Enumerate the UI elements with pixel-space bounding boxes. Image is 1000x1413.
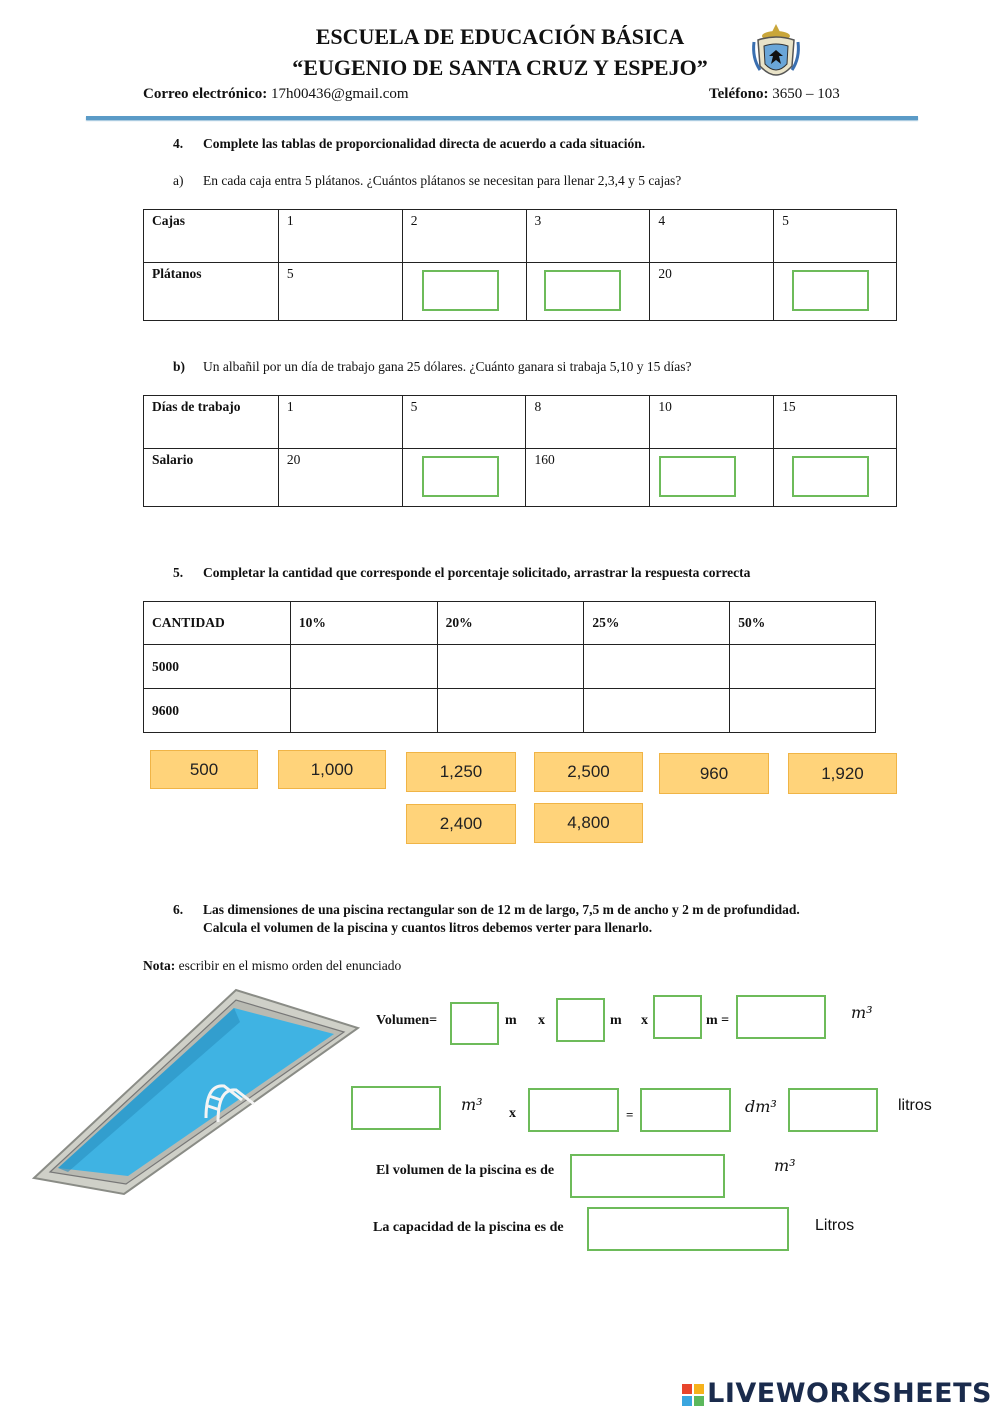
conversion-factor-input[interactable] [528,1088,619,1132]
table-cell: 20 [278,449,402,507]
logo-text: LIVEWORKSHEETS [707,1378,992,1409]
drop-cell[interactable] [437,645,584,689]
question-4a [173,173,681,189]
table-header: 10% [290,602,437,645]
litros-input[interactable] [788,1088,878,1132]
table-4b-row2-label: Salario [144,449,279,507]
header-divider [86,116,918,120]
table-cell: 5 [278,263,402,321]
table-4a-row2-label: Plátanos [144,263,279,321]
table-cell: 8 [526,396,650,449]
table-percent [143,601,876,733]
drop-cell[interactable] [290,645,437,689]
drag-chip[interactable]: 1,250 [406,752,516,792]
drag-chip[interactable]: 500 [150,750,258,789]
answer-box-platanos-2[interactable] [422,270,499,311]
unit-m: m [505,1013,517,1028]
volume-sentence: El volumen de la piscina es de [376,1163,555,1178]
final-volume-input[interactable] [570,1154,725,1198]
question-5-number: 5. [173,565,184,580]
question-4-number: 4. [173,136,184,151]
table-header: 25% [584,602,730,645]
answer-box-platanos-5[interactable] [792,270,869,311]
phone-line [709,86,840,103]
table-cell: 1 [278,396,402,449]
table-cell: 160 [526,449,650,507]
table-row-label: 5000 [144,645,291,689]
table-cell: 1 [278,210,402,263]
conversion-m3-input[interactable] [351,1086,441,1130]
table-4b-row1-label: Días de trabajo [144,396,279,449]
email-line [143,86,409,103]
unit-litros: litros [898,1097,932,1114]
school-name: ESCUELA DE EDUCACIÓN BÁSICA [315,24,685,49]
unit-m3: m³ [851,1003,873,1022]
unit-dm3: dm³ [745,1097,777,1116]
answer-box-salario-15[interactable] [792,456,869,497]
drag-chip[interactable]: 1,920 [788,753,897,794]
equals-sign: = [626,1107,634,1122]
question-4a-text: En cada caja entra 5 plátanos. ¿Cuántos plátanos se necesitan para llenar 2,3,4 y 5 cajas? [203,173,682,188]
conversion-dm3-input[interactable] [640,1088,731,1132]
capacity-sentence: La capacidad de la piscina es de [373,1220,564,1235]
email-label: Correo electrónico: [143,86,268,102]
drop-cell[interactable] [437,689,584,733]
table-row-label: 9600 [144,689,291,733]
table-4a [143,209,897,321]
liveworksheets-logo [681,1378,992,1409]
table-cell: 2 [402,210,526,263]
table-cell: 20 [650,263,774,321]
pool-illustration [28,988,360,1200]
note-text: escribir en el mismo orden del enunciado [178,958,402,973]
table-cell: 15 [774,396,897,449]
drop-cell[interactable] [584,689,730,733]
profundidad-input[interactable] [653,995,702,1039]
question-6-line1: Las dimensiones de una piscina rectangular son de 12 m de largo, 7,5 m de ancho y 2 m de profundidad. [203,902,800,917]
school-subname: “EUGENIO DE SANTA CRUZ Y ESPEJO” [292,55,708,80]
drag-chip[interactable]: 2,500 [534,752,643,792]
phone-label: Teléfono: [709,86,769,102]
table-header: 50% [730,602,876,645]
question-4b-letter: b) [173,359,186,374]
drop-cell[interactable] [584,645,730,689]
drop-cell[interactable] [730,689,876,733]
table-cell: 3 [526,210,650,263]
logo-squares-icon [681,1383,707,1407]
unit-m: m [610,1013,622,1028]
ancho-input[interactable] [556,998,605,1042]
drag-chip[interactable]: 4,800 [534,803,643,843]
unit-m3: m³ [774,1156,796,1175]
table-4b [143,395,897,507]
question-6-number: 6. [173,902,184,917]
school-crest-icon [750,22,802,88]
note-label: Nota: [143,958,176,973]
times-sign: x [538,1013,545,1028]
question-5-text: Completar la cantidad que corresponde el porcentaje solicitado, arrastrar la respuesta correcta [203,565,751,580]
volumen-result-input[interactable] [736,995,826,1039]
question-4 [173,136,645,152]
largo-input[interactable] [450,1002,499,1045]
phone-value: 3650 – 103 [772,86,840,102]
table-cell: 10 [650,396,774,449]
times-sign: x [509,1106,516,1121]
email-value: 17h00436@gmail.com [271,86,409,102]
question-5 [173,565,750,581]
drag-chip[interactable]: 1,000 [278,750,386,789]
unit-m3: m³ [461,1095,483,1114]
table-header: 20% [437,602,584,645]
question-6 [173,902,800,918]
question-4-text: Complete las tablas de proporcionalidad directa de acuerdo a cada situación. [203,136,646,151]
table-cell: 4 [650,210,774,263]
note [143,958,401,974]
question-4a-letter: a) [173,173,184,188]
answer-box-salario-10[interactable] [659,456,736,497]
answer-box-platanos-3[interactable] [544,270,621,311]
answer-box-salario-5[interactable] [422,456,499,497]
drag-chip[interactable]: 2,400 [406,804,516,844]
final-capacity-input[interactable] [587,1207,789,1251]
drop-cell[interactable] [730,645,876,689]
unit-litros: Litros [815,1217,855,1234]
volumen-label: Volumen= [376,1013,438,1028]
question-4b [173,359,691,375]
times-sign: x [641,1013,648,1028]
table-cell: 5 [402,396,526,449]
drag-chip[interactable]: 960 [659,753,769,794]
table-4a-row1-label: Cajas [144,210,279,263]
question-6-line2: Calcula el volumen de la piscina y cuantos litros debemos verter para llenarlo. [203,920,653,935]
drop-cell[interactable] [290,689,437,733]
table-cell: 5 [774,210,897,263]
question-4b-text: Un albañil por un día de trabajo gana 25 dólares. ¿Cuánto ganara si trabaja 5,10 y 15 días? [203,359,692,374]
unit-m-equals: m = [706,1013,730,1028]
table-header: CANTIDAD [144,602,291,645]
